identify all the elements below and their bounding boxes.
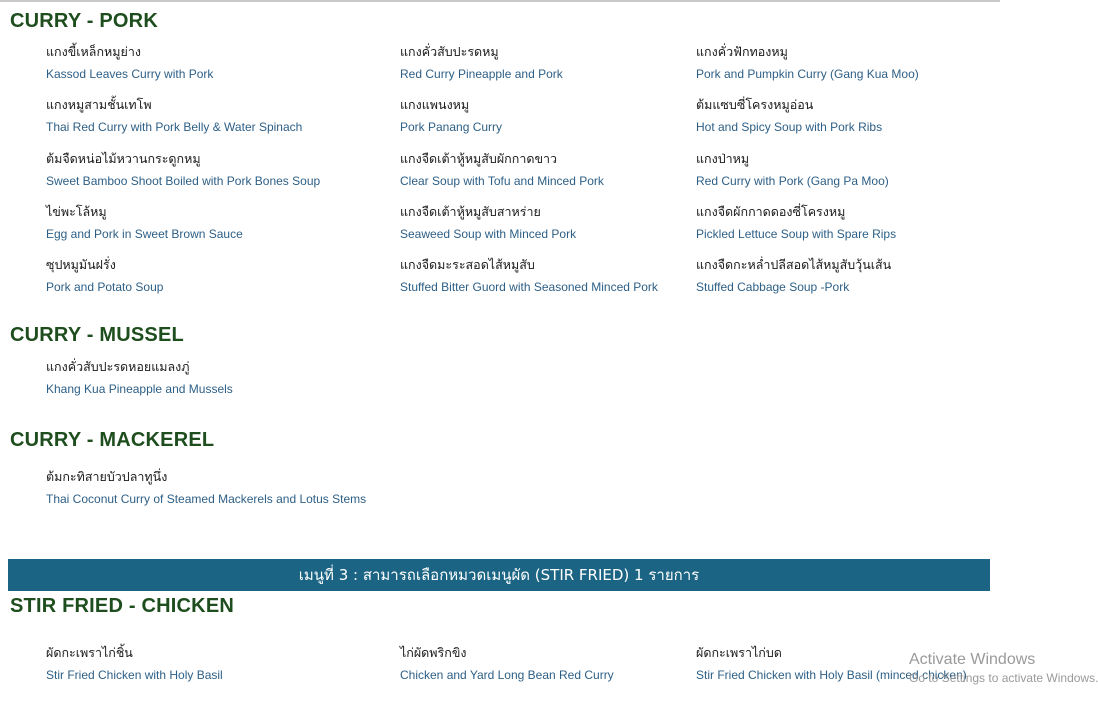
menu-item-english-name: Sweet Bamboo Shoot Boiled with Pork Bones Soup [46, 174, 321, 188]
menu-item[interactable] [46, 204, 376, 241]
activation-watermark [909, 651, 1098, 685]
menu-item-english-name: Stuffed Bitter Guord with Seasoned Minced Pork [400, 280, 658, 294]
menu-item-thai-name: แกงคั่วฟักทองหมู [696, 44, 788, 59]
section-title-curry-mackerel: CURRY - MACKEREL [10, 429, 215, 451]
menu-item[interactable] [400, 97, 730, 134]
menu-item-thai-name: แกงคั่วสับปะรดหมู [400, 44, 499, 59]
menu-item[interactable] [46, 44, 376, 81]
menu-item[interactable] [46, 469, 466, 506]
menu-item-english-name: Pork and Potato Soup [46, 280, 164, 294]
menu-item-thai-name: แกงจืดมะระสอดไส้หมูสับ [400, 257, 535, 272]
menu-item-english-name: Red Curry with Pork (Gang Pa Moo) [696, 174, 889, 188]
menu-item-thai-name: แกงแพนงหมู [400, 97, 470, 112]
menu-item-thai-name: แกงจืดผักกาดดองซี่โครงหมู [696, 204, 846, 219]
menu-item[interactable] [696, 97, 986, 134]
section-title-curry-pork: CURRY - PORK [10, 10, 158, 32]
menu-item[interactable] [46, 645, 376, 682]
menu-item-thai-name: ผัดกะเพราไก่บด [696, 645, 782, 660]
menu-item-thai-name: ผัดกะเพราไก่ชิ้น [46, 645, 133, 660]
menu-item-thai-name: แกงคั่วสับปะรดหอยแมลงภู่ [46, 359, 190, 374]
menu-category-banner: เมนูที่ 3 : สามารถเลือกหมวดเมนูผัด (STIR FRIED) 1 รายการ [8, 559, 990, 591]
menu-item-thai-name: แกงหมูสามชั้นเทโพ [46, 97, 152, 112]
menu-item[interactable] [696, 151, 986, 188]
menu-item[interactable] [46, 359, 376, 396]
section-title-curry-mussel: CURRY - MUSSEL [10, 324, 184, 346]
menu-item[interactable] [696, 44, 986, 81]
menu-item[interactable] [696, 204, 986, 241]
menu-item-thai-name: ต้มกะทิสายบัวปลาทูนึ่ง [46, 469, 168, 484]
watermark-title: Activate Windows [909, 651, 1036, 668]
menu-item-english-name: Red Curry Pineapple and Pork [400, 67, 563, 81]
menu-item-english-name: Khang Kua Pineapple and Mussels [46, 382, 233, 396]
menu-item[interactable] [400, 204, 730, 241]
menu-item-thai-name: แกงขี้เหล็กหมูย่าง [46, 44, 141, 59]
menu-item-thai-name: ต้มจืดหน่อไม้หวานกระดูกหมู [46, 151, 201, 166]
menu-item[interactable] [400, 44, 730, 81]
menu-item-english-name: Egg and Pork in Sweet Brown Sauce [46, 227, 243, 241]
menu-item-english-name: Clear Soup with Tofu and Minced Pork [400, 174, 604, 188]
menu-item[interactable] [46, 151, 376, 188]
menu-item[interactable] [696, 257, 986, 294]
menu-item-thai-name: ไก่ผัดพริกขิง [400, 645, 467, 660]
menu-item-english-name: Pickled Lettuce Soup with Spare Rips [696, 227, 897, 241]
menu-item-thai-name: แกงจืดเต้าหู้หมูสับผักกาดขาว [400, 151, 558, 166]
menu-item-english-name: Thai Red Curry with Pork Belly & Water Spinach [46, 120, 303, 134]
menu-item-thai-name: แกงจืดเต้าหู้หมูสับสาหร่าย [400, 204, 541, 219]
menu-item-english-name: Thai Coconut Curry of Steamed Mackerels and Lotus Stems [46, 492, 367, 506]
menu-item-thai-name: ไข่พะโล้หมู [46, 204, 107, 219]
menu-item[interactable] [46, 257, 376, 294]
menu-item[interactable] [46, 97, 376, 134]
menu-item-thai-name: ต้มแซบซี่โครงหมูอ่อน [696, 97, 814, 112]
menu-item-english-name: Stir Fried Chicken with Holy Basil [46, 668, 223, 682]
menu-item-english-name: Stir Fried Chicken with Holy Basil (minced chicken) [696, 668, 967, 682]
menu-item[interactable] [400, 151, 730, 188]
menu-item-thai-name: แกงป่าหมู [696, 151, 750, 166]
menu-item-thai-name: ซุปหมูมันฝรั่ง [46, 257, 116, 272]
menu-item-english-name: Pork and Pumpkin Curry (Gang Kua Moo) [696, 67, 919, 81]
top-divider [0, 0, 1000, 2]
menu-item-english-name: Kassod Leaves Curry with Pork [46, 67, 214, 81]
menu-item-english-name: Seaweed Soup with Minced Pork [400, 227, 577, 241]
watermark-subtitle: Go to Settings to activate Windows. [909, 671, 1098, 685]
menu-item[interactable] [400, 257, 730, 294]
menu-item-english-name: Chicken and Yard Long Bean Red Curry [400, 668, 614, 682]
menu-item-english-name: Stuffed Cabbage Soup -Pork [696, 280, 850, 294]
menu-item-thai-name: แกงจืดกะหล่ำปลีสอดไส้หมูสับวุ้นเส้น [696, 257, 892, 272]
menu-item-english-name: Pork Panang Curry [400, 120, 503, 134]
menu-item[interactable] [400, 645, 730, 682]
menu-item-english-name: Hot and Spicy Soup with Pork Ribs [696, 120, 883, 134]
section-title-stir-fried-chicken: STIR FRIED - CHICKEN [10, 595, 234, 617]
